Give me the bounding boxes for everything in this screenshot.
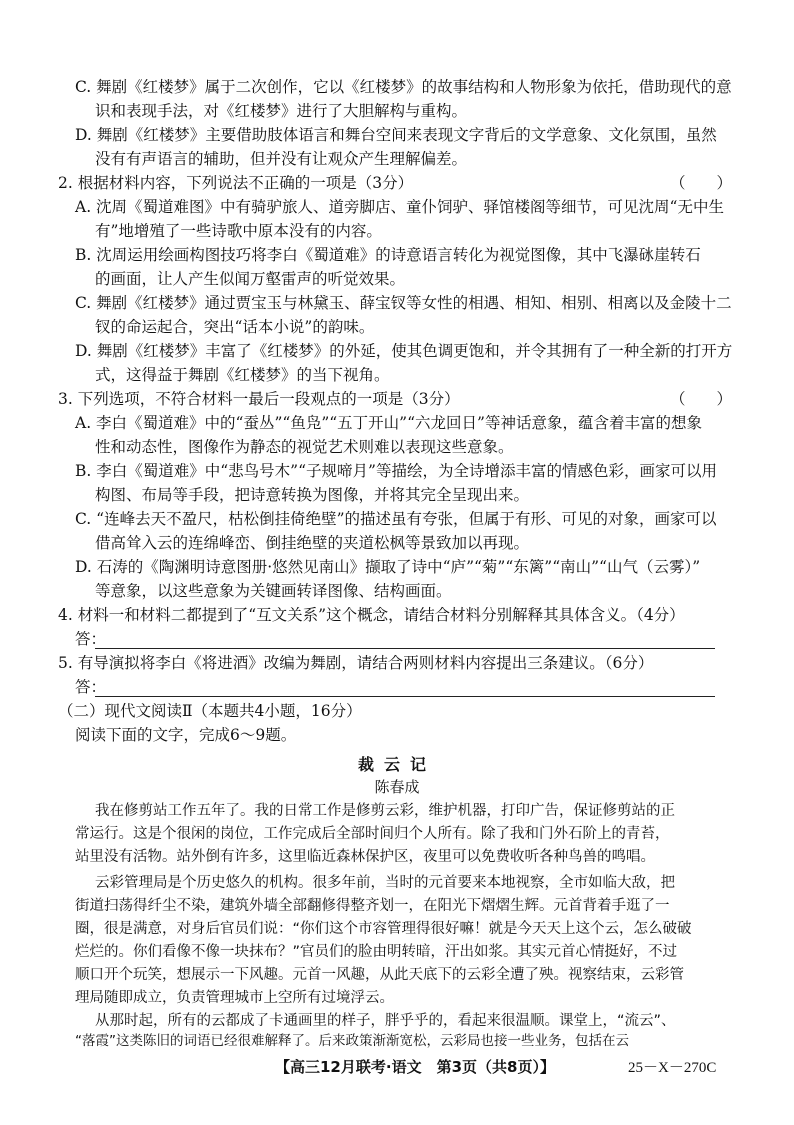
- q2-option-b-line2: 的画面，让人产生似闻万壑雷声的听觉效果。: [95, 270, 406, 288]
- story-paragraph-2-line3: 圈，很是满意，对身后官员们说：“你们这个市容管理得很好嘛！就是今天天上这个云，怎么破破: [75, 921, 692, 937]
- story-paragraph-1-line2: 常运行。这是个很闲的岗位，工作完成后全部时间归个人所有。除了我和门外石阶上的青苔，: [75, 826, 670, 842]
- q2-option-d-line1: D. 舞剧《红楼梦》丰富了《红楼梦》的外延，使其色调更饱和，并令其拥有了一种全新的打开方: [75, 342, 733, 360]
- q2-option-d-line2: 式，这得益于舞剧《红楼梦》的当下视角。: [95, 366, 390, 384]
- story-paragraph-2-line5: 顺口开个玩笑，想展示一下风趣。元首一风趣，从此天底下的云彩全遭了殃。视察结束，云彩管: [75, 967, 684, 983]
- option-d-line2: 没有有声语言的辅助，但并没有让观众产生理解偏差。: [95, 150, 468, 168]
- q3-option-a-line1: A. 李白《蜀道难》中的“蚕丛”“鱼凫”“五丁开山”“六龙回日”等神话意象，蕴含着丰富的想象: [75, 414, 702, 432]
- q3-option-b-line2: 构图、布局等手段，把诗意转换为图像，并将其完全呈现出来。: [95, 486, 530, 504]
- section-heading: （二）现代文阅读Ⅱ（本题共4小题，16分）: [58, 702, 362, 720]
- question-3-stem: 3. 下列选项，不符合材料一最后一段观点的一项是（3分）: [58, 390, 460, 408]
- story-paragraph-2-line1: 云彩管理局是个历史悠久的机构。很多年前，当时的元首要来本地视察，全市如临大敌，把: [95, 875, 675, 891]
- option-c-line2: 识和表现手法，对《红楼梦》进行了大胆解构与重构。: [95, 102, 468, 120]
- question-5-answer-label: 答：: [75, 678, 107, 696]
- question-2-stem: 2. 根据材料内容，下列说法不正确的一项是（3分）: [58, 174, 414, 192]
- q2-option-a-line1: A. 沈周《蜀道难图》中有骑驴旅人、道旁脚店、童仆饲驴、驿馆楼阁等细节，可见沈周“无中生: [75, 198, 724, 216]
- q2-option-a-line2: 有”地增殖了一些诗歌中原本没有的内容。: [95, 222, 382, 240]
- question-5-answer-line[interactable]: [95, 696, 715, 697]
- story-paragraph-2-line4: 烂烂的。你们看像不像一块抹布？”官员们的脸由明转暗，汗出如浆。其实元首心情挺好，不过: [75, 944, 678, 960]
- question-4-stem: 4. 材料一和材料二都提到了“互文关系”这个概念，请结合材料分别解释其具体含义。（4分）: [58, 606, 685, 624]
- story-title: 裁云记: [357, 755, 436, 774]
- story-paragraph-2-line6: 理局随即成立，负责管理城市上空所有过境浮云。: [75, 990, 394, 1006]
- question-5-stem: 5. 有导演拟将李白《将进酒》改编为舞剧，请结合两则材料内容提出三条建议。（6分）: [58, 654, 654, 672]
- q2-option-b-line1: B. 沈周运用绘画构图技巧将李白《蜀道难》的诗意语言转化为视觉图像，其中飞瀑砯崖转石: [75, 246, 701, 264]
- question-4-answer-label: 答：: [75, 630, 107, 648]
- q3-option-b-line1: B. 李白《蜀道难》中“悲鸟号木”“子规啼月”等描绘，为全诗增添丰富的情感色彩，画家可以用: [75, 462, 717, 480]
- page-footer: 【高三12月联考·语文 第3页（共8页）】: [275, 1058, 555, 1076]
- story-paragraph-3-line2: “落霞”这类陈旧的词语已经很难解释了。后来政策渐渐宽松，云彩局也接一些业务，包括在云: [75, 1033, 629, 1049]
- story-author: 陈春成: [374, 778, 420, 796]
- story-paragraph-2-line2: 街道扫荡得纤尘不染，建筑外墙全部翻修得整齐划一，在阳光下熠熠生辉。元首背着手逛了一: [75, 898, 670, 914]
- q3-option-c-line2: 借高耸入云的连绵峰峦、倒挂绝壁的夹道松枫等景致加以再现。: [95, 534, 530, 552]
- q3-option-d-line2: 等意象，以这些意象为关键画转译图像、结构画面。: [95, 582, 452, 600]
- story-paragraph-1-line1: 我在修剪站工作五年了。我的日常工作是修剪云彩，维护机器，打印广告，保证修剪站的正: [95, 803, 675, 819]
- q2-option-c-line1: C. 舞剧《红楼梦》通过贾宝玉与林黛玉、薛宝钗等女性的相遇、相知、相别、相离以及金陵十二: [75, 294, 732, 312]
- option-d-line1: D. 舞剧《红楼梦》主要借助肢体语言和舞台空间来表现文字背后的文学意象、文化氛围，虽然: [75, 126, 717, 144]
- exam-code: 25－X－270C: [628, 1060, 717, 1076]
- question-2-answer-blank[interactable]: （ ）: [670, 174, 733, 192]
- reading-instruction: 阅读下面的文字，完成6～9题。: [75, 726, 297, 744]
- q3-option-a-line2: 性和动态性，图像作为静态的视觉艺术则难以表现这些意象。: [95, 438, 514, 456]
- q2-option-c-line2: 钗的命运起合，突出“话本小说”的韵味。: [95, 318, 375, 336]
- story-paragraph-1-line3: 站里没有活物。站外倒有许多，这里临近森林保护区，夜里可以免费收听各种鸟兽的鸣唱。: [75, 849, 655, 865]
- q3-option-c-line1: C. “连峰去天不盈尺，枯松倒挂倚绝壁”的描述虽有夸张，但属于有形、可见的对象，画家可以: [75, 510, 717, 528]
- question-3-answer-blank[interactable]: （ ）: [670, 390, 733, 408]
- story-paragraph-3-line1: 从那时起，所有的云都成了卡通画里的样子，胖乎乎的，看起来很温顺。课堂上，“流云”、: [95, 1013, 676, 1029]
- option-c-line1: C. 舞剧《红楼梦》属于二次创作，它以《红楼梦》的故事结构和人物形象为依托，借助现代的意: [75, 78, 732, 96]
- question-4-answer-line[interactable]: [95, 648, 715, 649]
- q3-option-d-line1: D. 石涛的《陶渊明诗意图册·悠然见南山》撷取了诗中“庐”“菊”“东篱”“南山”“山气（云雾）”: [75, 558, 701, 576]
